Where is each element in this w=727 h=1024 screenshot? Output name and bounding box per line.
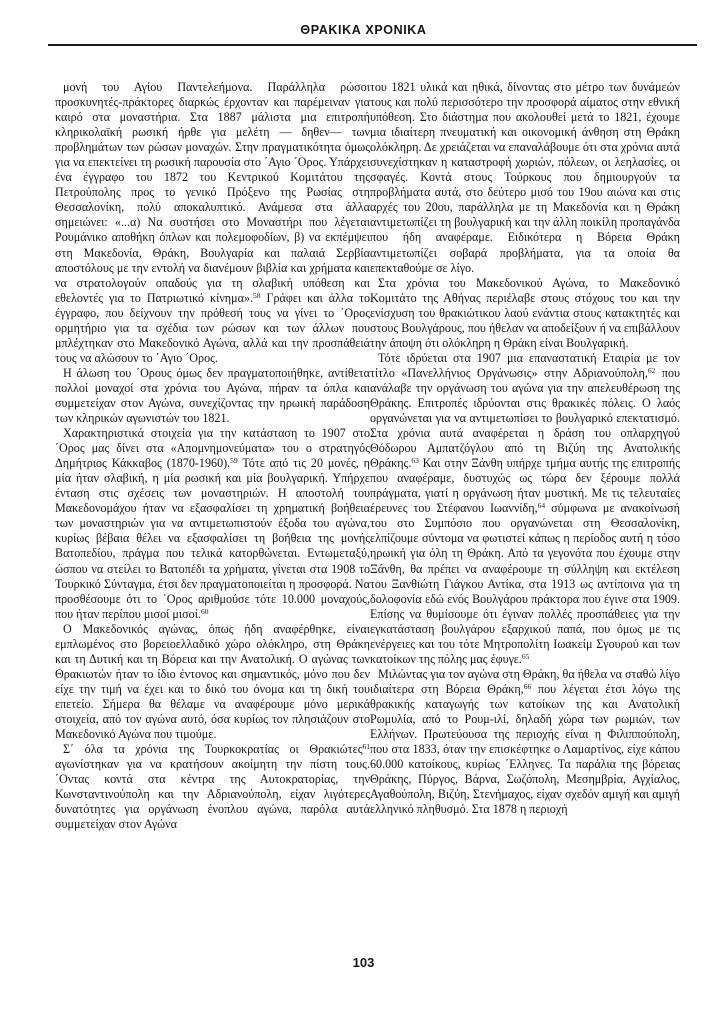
- text-run: Ο Μακεδονικός αγώνας, όπως ήδη αναφέρθηκε, είναι εμπλωμένος στο βορειοελλαδικό χώρο ολόκληρο, στη Θράκη και τη Δυτική και τη Βόρεια και την Ανατολική. Ο αγώνας των Θρακιωτών ήταν το ίδιο έντονος και σημαντικός, μόνο που δεν είχε την τιμή να έχει και το δικό του όνομα και τη δική του επετείο. Σήμερα θα θέλαμε να αναφέρουμε μόνο μερικά στοιχεία, από τον αγώνα αυτό, όσα κυρίως τον πλησιάζουν στο Μακεδονικό Αγώνα που τιμούμε.: [55, 621, 370, 742]
- text-run: Τότε ιδρύεται στα 1907 μια επαναστατική Εταιρία με τον τίτλο «Πανελλήνιος Οργάνωσις» στην Αδριανούπολη,: [370, 350, 680, 380]
- right-text-column: [370, 80, 680, 817]
- paragraph: [55, 426, 370, 622]
- paragraph: [55, 622, 370, 742]
- footnote-ref: 62: [647, 365, 656, 375]
- text-run: Και στην Ξάνθη υπήρχε τμήμα αυτής της επιτροπής που αναφέραμε, δυστυχώς ως τώρα δεν ξέρουμε πολλά πράγματα, γιατί η οργάνωση ήταν μυστική. Με τις τελευταίες έρευνες του Στέφανου Ιωαννίδη,: [370, 456, 680, 516]
- paragraph: [370, 80, 680, 276]
- left-text-column: [55, 80, 370, 832]
- footnote-ref: 60: [200, 606, 209, 616]
- running-header: ΘΡΑΚΙΚΑ ΧΡΟΝΙΚΑ: [300, 23, 427, 37]
- text-run: Τότε από τις 20 μονές, η μία ήταν σλαβική, η μία ρωσική και μία βουλγαρική. Υπήρχε ένταση στις σχέσεις των μοναστηριών. Η αποστολή του Μακεδονομάχου ήταν να εξασφαλίσει τη χρηματική βοήθεια των μοναστηριών για να αντιμετωπιστούν έξοδα του αγώνα, κυρίως βέβαια θέλει να εξασφαλίσει τη βοήθεια της μονής Βατοπεδίου, πράγμα που τελικά κατορθώνεται. Εντωμεταξύ, ώσπου να στείλει το Βατοπέδι τα χρήματα, γίνεται στα 1908 το Τουρκικό Σύνταγμα, έτσι δεν πραγματοποιείται η προσφορά. Να προσθέσουμε ότι το ΄Ορος αριθμούσε τότε 10.000 μοναχούς, που ήταν περίπου μισοί μισοί.: [55, 456, 370, 621]
- paragraph: [370, 667, 680, 817]
- text-run: Χαρακτηριστικά στοιχεία για την κατάσταση το 1907 στο ΄Ορος μας δίνει στα «Απομνημονεύματα» του ο στρατηγός Δημήτριος Κάκκαβος (1870-1960).: [55, 426, 370, 471]
- text-run: αγωνίστηκαν για να κρατήσουν ακοίμητη την πίστη τους. ΄Οντας κοντά στα κέντρα της Αυτοκρατορίας, την Κωνσταντινούπολη και την Αδριανούπολη, είχαν λιγότερες δυνατότητες για οργάνωση ένοπλου αγώνα, παρόλα αυτά συμμετείχαν στον Αγώνα: [55, 757, 370, 832]
- text-run: Μιλώντας για τον αγώνα στη Θράκη, θα ήθελα να σταθώ λίγο ιδιαίτερα στη Βόρεια Θράκη,: [370, 666, 680, 696]
- footnote-ref: 64: [537, 501, 546, 511]
- text-run: Στα χρόνια του Μακεδονικού Αγώνα, το Μακεδονικό Κομιτάτο της Αθήνας περιέλαβε στους στόχους του και την ενίσχυση του θρακιώτικου λαού ενάντια στους κατακτητές και στους Βουλγάρους, που ήθελαν να αποδείξουν ή να επιβάλλουν την άποψη ότι ολόκληρη η Θράκη είναι Βουλγαρική.: [370, 275, 680, 350]
- text-run: που λέγεται έτσι λόγω της θρακικής καταγωγής των κατοίκων της και Ανατολική Ρωμυλία, από το Ρουμ-ιλί, δηλαδή χώρα των ρωμιών, των Ελλήνων. Πρωτεύουσα της περιοχής είναι η Φιλιππούπολη, που στα 1833, όταν την επισκέφτηκε ο Λαμαρτίνος, είχε κάπου 60.000 κατοίκους, κυρίως ΄Ελληνες. Τα παράλια της βόρειας Θράκης, Πύργος, Βάρνα, Σωζόπολη, Μεσημβρία, Αγχίαλος, Αγαθούπολη, Βιζύη, Στενήμαχος, είχαν σχεδόν αμιγή και αμιγή ελληνικό πληθυσμό. Στα 1878 η περιοχή: [370, 681, 681, 817]
- paragraph: [55, 366, 370, 426]
- footnote-ref: 59: [230, 456, 238, 466]
- text-run: Γράφει και άλλα το έγγραφο, που δείχνουν την πρόθεσή τους να γίνει το ΄Ορος ορμητήριο για τα σχέδια των ρώσων και των άλλων που μπλέχτηκαν στο Μακεδονικό Αγώνα, αλλά και την προσπάθειά τους να αλώσουν το ΄Αγιο ΄Ορος.: [55, 290, 370, 365]
- text-run: Η άλωση του ΄Ορους όμως δεν πραγματοποιήθηκε, αντίθετα πολλοί μοναχοί στα χρόνια του Αγώνα, πήραν τα όπλα και συμμετείχαν στον Αγώνα, συνεχίζοντας την ηρωική παράδοση των κληρικών αγωνιστών του 1821.: [55, 365, 370, 426]
- footnote-ref: 63: [411, 456, 419, 466]
- paragraph: [55, 742, 370, 832]
- paragraph: [370, 351, 680, 667]
- footnote-ref: 61: [362, 742, 370, 752]
- text-run: μονή του Αγίου Παντελεήμονα. Παράλληλα ρώσοι προσκυνητές-πράκτορες διαρκώς έρχονταν και παρέμειναν για καιρό στα μοναστήρια. Στα 1887 μάλιστα μια επιτροπή κληρικολαϊκή ρωσική ήρθε για μελέτη — δηθεν— των προβλημάτων των ρώσων μοναχών. Στην πραγματικότητα όμως για να επεκτείνει τη ρωσική παρουσία στο ΄Αγιο ΄Ορος. Υπάρχει ένα έγγραφο του 1872 του Κεντρικού Κομιτάτου της Πετρούπολης προς το γενικό Πρόξενο της Ρωσίας στη Θεσσαλονίκη, πολύ αποκαλυπτικό. Ανάμεσα στα άλλα σημειώνει: «...α) Να συστήσει στο Μοναστήρι που λέγεται Ρουμάνικο αποθήκη όπλων και πολεμοφοδίων, β) να εκπέμψει στη Μακεδονία, Θράκη, Βουλγαρία και παλαιά Σερβία αποστόλους με την εντολή να διανέμουν βιβλία και χρήματα και να στρατολογούν οπαδούς για τη σλαβική υπόθεση και εθελοντές για το Πατριωτικό κίνημα».: [55, 80, 370, 305]
- text-run: Σ΄ όλα τα χρόνια της Τουρκοκρατίας οι Θρακιώτες: [63, 742, 363, 757]
- text-run: του 1821 υλικά και ηθικά, δίνοντας στο μέτρο των δυνάμεών τους και πολύ περισσότερο την προσφορά αίματος στην εθνική υπόθεση. Στο διάστημα που ακολουθεί μετά το 1821, έχουμε μια ιδιαίτερη πνευματική και οικονομική άνθηση στη Θράκη ολόκληρη. Δε χρειάζεται να επαναλάβουμε ότι στα χρόνια αυτά συνεχίστηκαν η καταστροφή χωριών, πόλεων, οι λεηλασίες, οι σφαγές. Κοντά στους Τούρκους που δημιουργούν τα προβλήματα αυτά, στο δεύτερο μισό του 19ου αιώνα και στις αρχές του 20ου, παράλληλα με τη Μακεδονία και η Θράκη αντιμετωπίζει τη βουλγαρική και την άλλη ποικίλη προπαγάνδα που ήδη αναφέραμε. Ειδικότερα η Βόρεια Θράκη αντιμετωπίζει σοβαρά προβλήματα, για τα οποία θα επεκταθούμε σε λίγο.: [370, 80, 680, 275]
- paragraph: [55, 80, 370, 366]
- page-number: 103: [352, 955, 375, 970]
- header-rule: [48, 44, 697, 46]
- paragraph: [370, 276, 680, 351]
- footnote-ref: 58: [253, 290, 261, 300]
- text-run: που ανάλαβε την οργάνωση του αγώνα για την απελευθέρωση της Θράκης. Επιτροπές ιδρύονται στις θρακικές πόλεις. Ο λαός οργανώνεται για να αντιμετωπίσει το βουλγαρικό επεκτατισμό. Στα χρόνια αυτά αναφέρεται η δράση του οπλαρχηγού Θόδωρου Αμπατζόγλου από τη Βιζύη της Ανατολικής Θράκης.: [370, 365, 680, 471]
- text-run: σύμφωνα με ανακοίνωσή του στο Συμπόσιο που οργανώνεται στη Θεσσαλονίκη, ελπίζουμε σύντομα να φωτιστεί κάπως η περίοδος αυτή η τόσο ηρωική για όλη τη Θράκη. Από τα γεγονότα που έχουμε στην Ξάνθη, θα πρέπει να αναφέρουμε τη σύλληψη και εκτέλεση του Ξανθιώτη Γιάγκου Αντίκα, στα 1913 ως αντίποινα για τη δολοφονία εδώ ενός Βουλγάρου πράκτορα που έγινε στα 1909. Επίσης να θυμίσουμε ότι έγιναν πολλές προσπάθειες για την εγκατάσταση βουλγάρου εξαρχικού παπά, που όμως με τις ενέργειες και του τότε Μητροπολίτη Ιωακείμ Σγουρού και των κατοίκων της πόλης μας έφυγε.: [370, 501, 680, 666]
- footnote-ref: 66: [523, 681, 532, 691]
- footnote-ref: 65: [521, 651, 530, 661]
